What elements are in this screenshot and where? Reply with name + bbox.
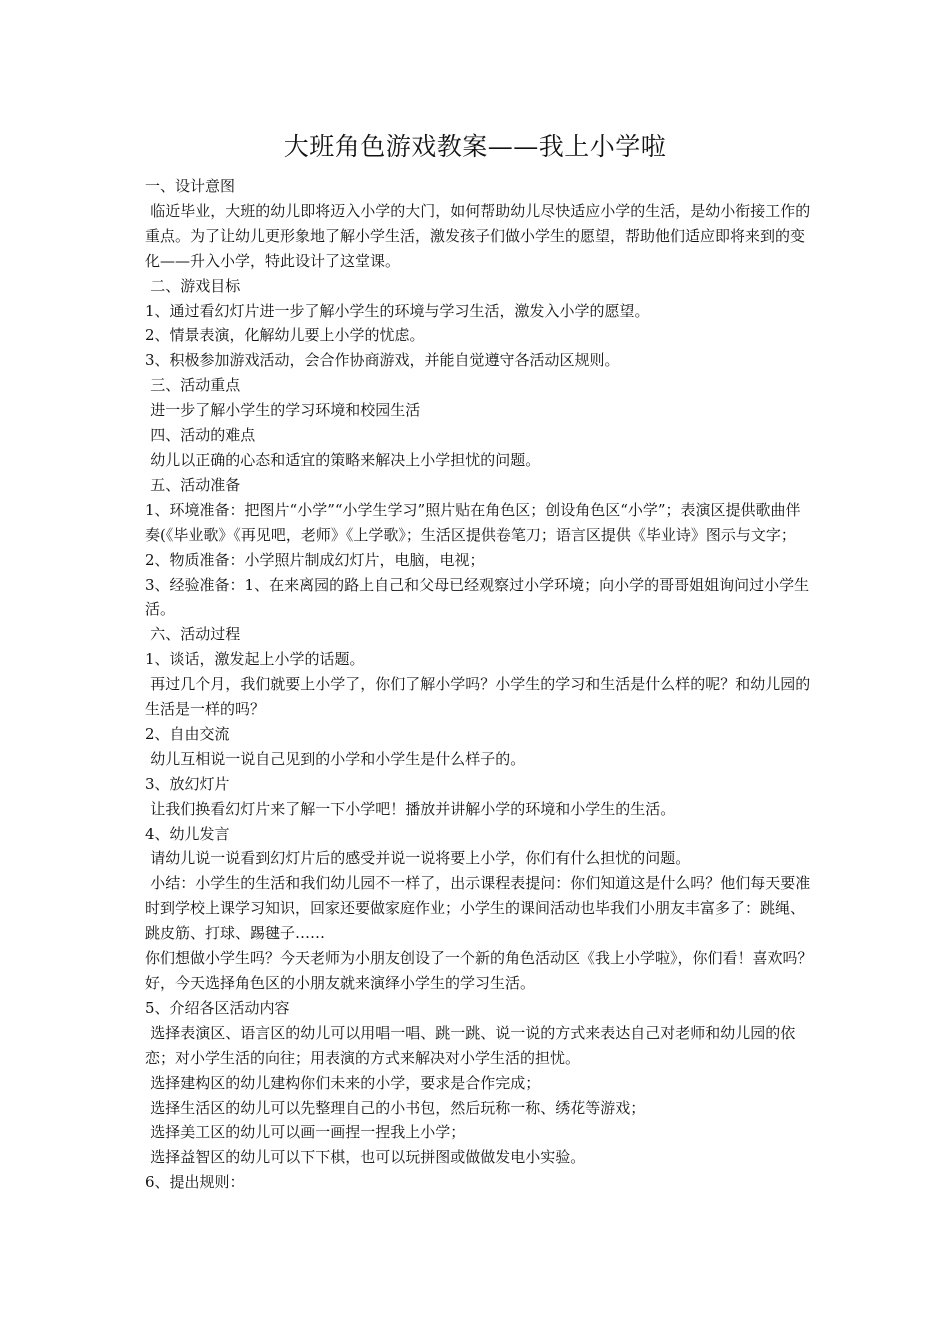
section-heading-preparation: 五、活动准备 xyxy=(150,475,241,494)
document-body xyxy=(145,174,815,1195)
body-paragraph: 选择美工区的幼儿可以画一画捏一捏我上小学； xyxy=(150,1123,466,1142)
section-heading-process: 六、活动过程 xyxy=(150,625,241,644)
list-item: 3、积极参加游戏活动，会合作协商游戏，并能自觉遵守各活动区规则。 xyxy=(145,351,620,370)
section-heading-game-goals: 二、游戏目标 xyxy=(150,276,241,295)
list-item: 1、谈话，激发起上小学的话题。 xyxy=(145,650,365,669)
body-paragraph: 进一步了解小学生的学习环境和校园生活 xyxy=(150,401,421,420)
list-item: 3、经验准备：1、在来离园的路上自己和父母已经观察过小学环境；向小学的哥哥姐姐询问过小学生活。 xyxy=(145,575,810,619)
list-item: 2、情景表演，化解幼儿要上小学的忧虑。 xyxy=(145,326,425,345)
list-item: 4、幼儿发言 xyxy=(145,824,230,843)
list-item: 1、环境准备：把图片“小学”“小学生学习”照片贴在角色区；创设角色区“小学”；表演区提供歌曲伴奏(《毕业歌》《再见吧，老师》《上学歌》；生活区提供卷笔刀；语言区提供《毕业诗》图示与文字； xyxy=(145,500,801,544)
list-item: 5、介绍各区活动内容 xyxy=(145,998,290,1017)
list-item: 2、自由交流 xyxy=(145,724,230,743)
body-paragraph: 让我们换看幻灯片来了解一下小学吧！播放并讲解小学的环境和小学生的生活。 xyxy=(150,799,676,818)
section-heading-design-intent: 一、设计意图 xyxy=(145,177,236,195)
body-paragraph: 小结：小学生的生活和我们幼儿园不一样了，出示课程表提问：你们知道这是什么吗？他们每天要准时到学校上课学习知识，回家还要做家庭作业；小学生的课间活动也毕我们小朋友丰富多了：跳绳、跳皮筋、打球、踢毽子…… xyxy=(145,874,811,943)
body-paragraph: 临近毕业，大班的幼儿即将迈入小学的大门，如何帮助幼儿尽快适应小学的生活，是幼小衔接工作的重点。为了让幼儿更形象地了解小学生活，激发孩子们做小学生的愿望，帮助他们适应即将来到的变化——升入小学，特此设计了这堂课。 xyxy=(145,201,811,270)
body-paragraph: 选择建构区的幼儿建构你们未来的小学，要求是合作完成； xyxy=(150,1073,541,1092)
body-paragraph: 选择表演区、语言区的幼儿可以用唱一唱、跳一跳、说一说的方式来表达自己对老师和幼儿园的依恋；对小学生活的向往；用表演的方式来解决对小学生活的担忧。 xyxy=(145,1023,796,1067)
list-item: 3、放幻灯片 xyxy=(145,774,230,793)
list-item: 6、提出规则： xyxy=(145,1173,245,1192)
body-paragraph: 选择生活区的幼儿可以先整理自己的小书包，然后玩称一称、绣花等游戏； xyxy=(150,1098,646,1117)
section-heading-key-points: 三、活动重点 xyxy=(150,376,241,395)
body-paragraph: 你们想做小学生吗？今天老师为小朋友创设了一个新的角色活动区《我上小学啦》，你们看！喜欢吗？好，今天选择角色区的小朋友就来演绎小学生的学习生活。 xyxy=(145,949,813,992)
body-paragraph: 选择益智区的幼儿可以下下棋，也可以玩拼图或做做发电小实验。 xyxy=(150,1148,586,1167)
section-heading-difficulties: 四、活动的难点 xyxy=(150,426,256,445)
body-paragraph: 再过几个月，我们就要上小学了，你们了解小学吗？小学生的学习和生活是什么样的呢？和幼儿园的生活是一样的吗？ xyxy=(145,675,811,719)
body-paragraph: 幼儿互相说一说自己见到的小学和小学生是什么样子的。 xyxy=(150,749,526,768)
list-item: 2、物质准备：小学照片制成幻灯片，电脑，电视； xyxy=(145,550,485,569)
body-paragraph: 幼儿以正确的心态和适宜的策略来解决上小学担忧的问题。 xyxy=(150,450,541,469)
list-item: 1、通过看幻灯片进一步了解小学生的环境与学习生活，激发入小学的愿望。 xyxy=(145,301,650,320)
body-paragraph: 请幼儿说一说看到幻灯片后的感受并说一说将要上小学，你们有什么担忧的问题。 xyxy=(150,849,691,868)
document-title: 大班角色游戏教案——我上小学啦 xyxy=(283,132,667,161)
